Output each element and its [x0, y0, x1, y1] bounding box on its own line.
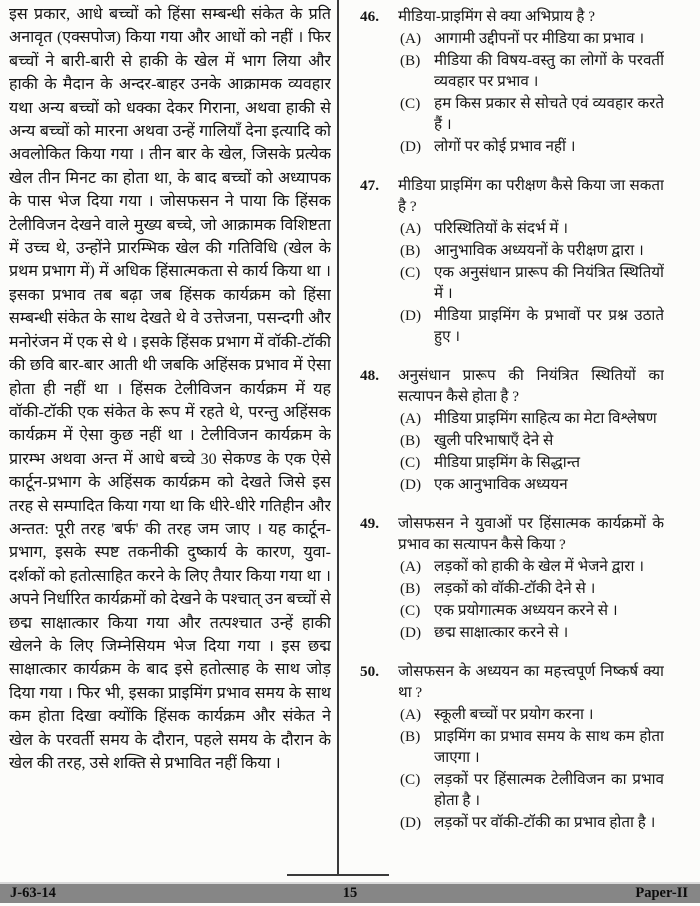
- option-b: [400, 50, 664, 92]
- option-a: [400, 408, 664, 429]
- option-text: स्कूली बच्चों पर प्रयोग करना ।: [434, 706, 594, 723]
- option-label: (D): [400, 476, 422, 493]
- question-number: 49.: [360, 515, 379, 532]
- option-d: [400, 474, 664, 495]
- option-d: [400, 305, 664, 347]
- option-label: (A): [400, 706, 422, 723]
- question-number: 46.: [360, 8, 379, 25]
- option-d: [400, 136, 664, 157]
- question-text: जोसफसन ने युवाओं पर हिंसात्मक कार्यक्रमों के प्रभाव का सत्यापन कैसे किया ?: [398, 515, 664, 553]
- option-text: लड़कों पर वॉकी-टॉकी का प्रभाव होता है ।: [434, 814, 656, 831]
- option-text: परिस्थितियों के संदर्भ में ।: [434, 220, 569, 237]
- option-label: (C): [400, 771, 421, 788]
- option-label: (A): [400, 220, 422, 237]
- question-50: [360, 661, 664, 833]
- option-text: खुली परिभाषाएँ देने से: [434, 432, 554, 449]
- option-text: प्राइमिंग का प्रभाव समय के साथ कम होता जाएगा ।: [434, 728, 664, 766]
- question-47: [360, 175, 664, 347]
- question-49: [360, 513, 664, 643]
- question-text: मीडिया-प्राइमिंग से क्या अभिप्राय है ?: [398, 8, 595, 25]
- option-b: [400, 726, 664, 768]
- option-c: [400, 262, 664, 304]
- option-text: लड़कों को वॉकी-टॉकी देने से ।: [434, 580, 596, 597]
- options-list: [398, 408, 664, 495]
- option-text: हम किस प्रकार से सोचते एवं व्यवहार करते हैं ।: [434, 95, 664, 133]
- page-number: 15: [342, 885, 358, 901]
- option-label: (C): [400, 95, 421, 112]
- option-text: एक प्रयोगात्मक अध्ययन करने से ।: [434, 602, 618, 619]
- option-text: आगामी उद्दीपनों पर मीडिया का प्रभाव ।: [434, 30, 645, 47]
- option-b: [400, 430, 664, 451]
- option-text: एक आनुभाविक अध्ययन: [434, 476, 568, 493]
- option-text: लड़कों पर हिंसात्मक टेलीविजन का प्रभाव होता है ।: [434, 771, 664, 809]
- option-text: लोगों पर कोई प्रभाव नहीं ।: [434, 138, 576, 155]
- question-text: मीडिया प्राइमिंग का परीक्षण कैसे किया जा सकता है ?: [398, 177, 664, 215]
- option-text: मीडिया की विषय-वस्तु का लोगों के परवर्ती व्यवहार पर प्रभाव ।: [434, 52, 664, 90]
- question-48: [360, 365, 664, 495]
- column-divider-foot: [287, 874, 389, 876]
- options-list: [398, 28, 664, 157]
- option-d: [400, 622, 664, 643]
- option-label: (C): [400, 264, 421, 281]
- option-label: (B): [400, 580, 421, 597]
- option-a: [400, 28, 664, 49]
- option-c: [400, 452, 664, 473]
- option-label: (A): [400, 558, 422, 575]
- option-a: [400, 556, 664, 577]
- option-a: [400, 218, 664, 239]
- column-divider-line: [337, 0, 339, 875]
- option-label: (C): [400, 454, 421, 471]
- option-d: [400, 812, 664, 833]
- option-text: एक अनुसंधान प्रारूप की नियंत्रित स्थितियों में ।: [434, 264, 664, 302]
- question-text: जोसफसन के अध्ययन का महत्त्वपूर्ण निष्कर्ष क्या था ?: [398, 663, 664, 701]
- option-label: (A): [400, 30, 422, 47]
- option-text: मीडिया प्राइमिंग के प्रभावों पर प्रश्न उठाते हुए ।: [434, 307, 664, 345]
- paper-label: Paper-II: [635, 885, 688, 901]
- footer-bar: [0, 882, 700, 903]
- option-a: [400, 704, 664, 725]
- option-c: [400, 600, 664, 621]
- option-label: (C): [400, 602, 421, 619]
- options-list: [398, 218, 664, 347]
- question-number: 50.: [360, 663, 379, 680]
- question-text: अनुसंधान प्रारूप की नियंत्रित स्थितियों का सत्यापन कैसे होता है ?: [398, 367, 664, 405]
- option-label: (D): [400, 138, 422, 155]
- passage-text: इस प्रकार, आधे बच्चों को हिंसा सम्बन्धी संकेत के प्रति अनावृत (एक्सपोज) किया गया और आधों को नहीं । फिर बच्चों ने बारी-बारी से हाकी के खेल में भाग लिया और हाकी के मैदान के अन्दर-बाहर उनके आक्रामक व्यवहार यथा अन्य बच्चों को धक्का देकर गिराना, अथवा हाकी से अन्य बच्चों को मारना अथवा उन्हें गालियाँ देना इत्यादि को अवलोकित किया गया । तीन बार के खेल, जिसके प्रत्येक खेल तीन मिनट का होता था, के बाद बच्चों को अध्यापक के पास भेज दिया गया । जोसफसन ने पाया कि हिंसक टेलीविजन देखने वाले मुख्य बच्चे, जो आक्रामक विशिष्टता में उच्च थे, उन्होंने प्रारम्भिक खेल की गतिविधि (खेल के प्रथम प्रभाग में) में अधिक हिंसात्मकता से कार्य किया था । इसका प्रभाव तब बढ़ा जब हिंसक कार्यक्रम को हिंसा सम्बन्धी संकेत के साथ देखते थे वे उत्तेजना, पसन्दगी और मनोरंजन में एक से थे । इसके हिंसक प्रभाग में वॉकी-टॉकी की छवि बार-बार आती थी जबकि अहिंसक प्रभाव में ऐसा होता ही नहीं था । हिंसक टेलीविजन कार्यक्रम में यह वॉकी-टॉकी एक संकेत के रूप में रहते थे, परन्तु अहिंसक कार्यक्रम में ऐसा कुछ नहीं था । टेलीविजन कार्यक्रम के प्रारम्भ अथवा अन्त में आधे बच्चे 30 सेकण्ड के एक ऐसे कार्टून-प्रभाग के अहिंसक कार्यक्रम को देखते जिसे इस तरह से सम्पादित किया गया था कि धीरे-धीरे गतिहीन और अन्तत: पूरी तरह 'बर्फ' की तरह जम जाए । यह कार्टून-प्रभाग, इसके स्पष्ट तकनीकी दुष्कार्य के कारण, युवा-दर्शकों को हतोत्साहित करने के लिए तैयार किया गया था । अपने निर्धारित कार्यक्रमों को देखने के पश्चात् उन बच्चों से छद्म साक्षात्कार किया गया और तत्पश्चात उन्हें हाकी खेलने के लिए जिम्नेसियम भेज दिया गया । इस छद्म साक्षात्कार कार्यक्रम के बाद इसे हतोत्साह के साथ जोड़ दिया गया । फिर भी, इसका प्राइमिंग प्रभाव समय के साथ कम होता दिखा क्योंकि हिंसक कार्यक्रम और संकेत ने खेल के परवर्ती समय के दौरान, पहले समय के दौरान के खेल की तरह, उसे शक्ति से प्रभावित नहीं किया ।: [9, 6, 331, 772]
- option-text: मीडिया प्राइमिंग के सिद्धान्त: [434, 454, 581, 471]
- questions-column: [360, 6, 664, 866]
- option-b: [400, 578, 664, 599]
- option-text: छद्म साक्षात्कार करने से ।: [434, 624, 569, 641]
- options-list: [398, 556, 664, 643]
- option-label: (A): [400, 410, 422, 427]
- option-c: [400, 93, 664, 135]
- option-label: (B): [400, 728, 421, 745]
- option-label: (B): [400, 432, 421, 449]
- option-label: (B): [400, 52, 421, 69]
- option-b: [400, 240, 664, 261]
- option-text: मीडिया प्राइमिंग साहित्य का मेटा विश्लेषण: [434, 410, 657, 427]
- option-label: (D): [400, 624, 422, 641]
- option-label: (B): [400, 242, 421, 259]
- question-number: 47.: [360, 177, 379, 194]
- footer-code: J-63-14: [10, 885, 56, 901]
- question-46: [360, 6, 664, 157]
- options-list: [398, 704, 664, 833]
- option-text: आनुभाविक अध्ययनों के परीक्षण द्वारा ।: [434, 242, 644, 259]
- option-label: (D): [400, 307, 422, 324]
- option-c: [400, 769, 664, 811]
- passage-column: [9, 3, 331, 861]
- option-text: लड़कों को हाकी के खेल में भेजने द्वारा ।: [434, 558, 644, 575]
- question-number: 48.: [360, 367, 379, 384]
- option-label: (D): [400, 814, 422, 831]
